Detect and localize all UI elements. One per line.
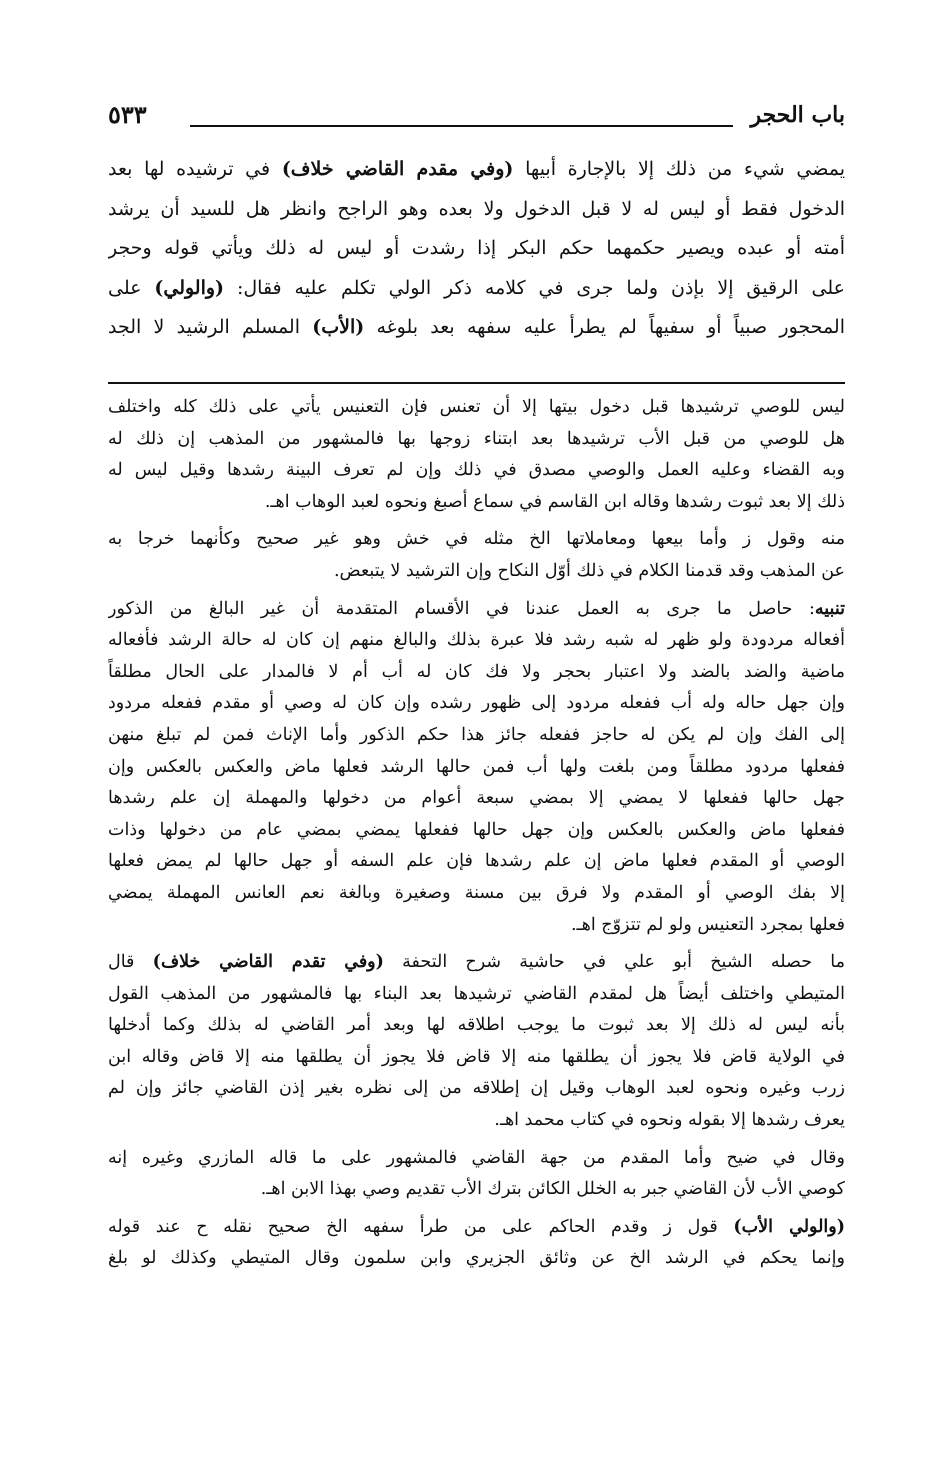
footnote-divider: [108, 382, 845, 384]
note-line: وإن جهل حاله وله أب ففعله مردود إلى ظهور رشده وإن كان له وصي أو مقدم ففعله مردود: [108, 693, 845, 714]
note-line: أفعاله مردودة ولو ظهر له شبه رشد فلا عبرة بذلك والبالغ منهم إن كان له حالة الرشد فأفعاله: [108, 630, 845, 651]
footnote-paragraph: [108, 947, 845, 1137]
note-line: عن المذهب وقد قدمنا الكلام في ذلك أوّل النكاح وإن الترشيد لا يتبعض.: [333, 560, 845, 581]
bold-phrase: (وفي تقدم القاضي خلاف): [152, 952, 384, 973]
main-line: أمته أو عبده ويصير حكمهما حكم البكر إذا رشدت أو ليس له ذلك ويأتي قوله وحجر: [108, 237, 845, 259]
note-line: [108, 1212, 845, 1244]
text-run: قال: [108, 952, 135, 973]
note-line: جهل حالها ففعلها لا يمضي إلا بمضي سبعة أعوام من دخولها والمهملة إن علم رشدها: [108, 788, 845, 809]
note-line: هل للوصي من قبل الأب ترشيدها بعد ابتناء زوجها بها فالمشهور من المذهب إن ذلك له: [108, 428, 845, 449]
main-line: [108, 308, 845, 348]
footnote-paragraph: [108, 524, 845, 587]
note-line: منه وقول ز وأما بيعها ومعاملاتها الخ مثله في خش وهو غير صحيح وكأنهما خرجا به: [108, 529, 845, 550]
main-text: [108, 150, 845, 348]
text-run: قول ز وقدم الحاكم على من طرأ سفهه الخ صحيح نقله ح عند قوله: [108, 1216, 718, 1237]
note-line: ففعلها مردود مطلقاً ومن بلغت ولها أب فمن حالها الرشد فعلها ماض والعكس بالعكس وإن: [108, 756, 845, 777]
text-run: على: [108, 276, 142, 299]
note-line: الوصي أو المقدم فعلها ماض إن علم رشدها فإن علم السفه أو جهل حالها لم يمض فعلها: [108, 851, 845, 872]
main-line: [108, 269, 845, 309]
note-line: كوصي الأب لأن القاضي جبر به الخلل الكائن بترك الأب تقديم وصي بهذا الابن اهـ.: [260, 1179, 845, 1200]
note-line: ففعلها ماض والعكس بالعكس وإن جهل حالها ففعلها يمضي بمضي عام من دخولها وذات: [108, 819, 845, 840]
note-line: يعرف رشدها إلا بقوله ونحوه في كتاب محمد اهـ.: [494, 1110, 845, 1131]
chapter-title: باب الحجر: [750, 102, 845, 128]
note-line: المتيطي واختلف أيضاً هل لمقدم القاضي ترشيدها بعد البناء بها فالمشهور من المذهب القول: [108, 983, 845, 1004]
note-line: [108, 947, 845, 979]
bold-phrase: (وفي مقدم القاضي خلاف): [281, 158, 514, 180]
note-line: إلا بفك الوصي أو المقدم ولا فرق بين مسنة وصغيرة وبالغة نعم العانس المهملة يمضي: [108, 882, 845, 903]
footnote-paragraph: [108, 1212, 845, 1275]
bold-phrase: (والولي): [154, 276, 225, 299]
footnote-paragraph: [108, 1143, 845, 1206]
footnotes: [108, 392, 845, 1281]
header-rule: [190, 125, 733, 127]
page-header: [108, 100, 845, 136]
main-line: [108, 150, 845, 190]
page-number: ٥٣٣: [108, 100, 147, 129]
bold-phrase: (الأب): [312, 316, 365, 338]
text-run: يمضي شيء من ذلك إلا بالإجارة أبيها: [525, 158, 845, 180]
note-line: فعلها بمجرد التعنيس ولو لم تتزوّج اهـ.: [570, 914, 845, 935]
note-line: إلى الفك وإن لم يكن له حاجز ففعله جائز هذا حكم الذكور وأما الإناث فمن لم تبلغ منهن: [108, 724, 845, 745]
note-line: ماضية والضد بالضد ولا اعتبار بحجر ولا فك كان له أب أم لا فالمدار على الحال مطلقاً: [108, 661, 845, 682]
note-line: وإنما يحكم في الرشد الخ عن وثائق الجزيري وابن سلمون وقال المتيطي وكذلك لو بلغ: [108, 1248, 845, 1269]
text-run: على الرقيق إلا بإذن ولما جرى في كلامه ذكر الولي تكلم عليه فقال:: [236, 276, 845, 299]
text-run: ما حصله الشيخ أبو علي في حاشية شرح التحفة: [402, 952, 845, 973]
note-line: بأنه ليس له ذلك إلا بعد ثبوت ما يوجب اطلاقه لها وبعد أمر القاضي له بذلك وكما أدخلها: [108, 1015, 845, 1036]
note-line: زرب وغيره ونحوه لعبد الوهاب وقيل إن إطلاقه من إلى نظره بغير إذن القاضي جائز وإن لم: [108, 1078, 845, 1099]
note-label: تنبيه: [814, 598, 845, 619]
text-run: : حاصل ما جرى به العمل عندنا في الأقسام المتقدمة أن غير البالغ من الذكور: [108, 598, 815, 619]
text-run: المسلم الرشيد لا الجد: [108, 316, 301, 338]
text-run: في ترشيده لها بعد: [108, 158, 271, 180]
note-line: وبه القضاء وعليه العمل والوصي مصدق في ذلك وإن لم تعرف البينة رشدها وقيل ليس له: [108, 460, 845, 481]
footnote-paragraph: [108, 594, 845, 942]
note-line: [108, 594, 845, 626]
note-line: ليس للوصي ترشيدها قبل دخول بيتها إلا أن تعنس فإن التعنيس يأتي على ذلك كله واختلف: [108, 397, 845, 417]
note-line: وقال في ضيح وأما المقدم من جهة القاضي فالمشهور على ما قاله المازري وغيره إنه: [108, 1147, 845, 1168]
note-line: في الولاية قاض فلا يجوز أن يطلقها منه إلا قاض فلا يجوز أن يطلقها منه إلا قاض وقاله ابن: [108, 1046, 845, 1067]
main-line: الدخول فقط أو ليس له لا قبل الدخول ولا بعده وهو الراجح وانظر هل للسيد أن يرشد: [108, 197, 845, 220]
bold-phrase: (والولي الأب): [733, 1216, 845, 1237]
text-run: المحجور صبياً أو سفيهاً لم يطرأ عليه سفهه بعد بلوغه: [376, 316, 845, 338]
note-line: ذلك إلا بعد ثبوت رشدها وقاله ابن القاسم في سماع أصبغ ونحوه لعبد الوهاب اهـ.: [264, 491, 845, 512]
footnote-paragraph: [108, 392, 845, 518]
